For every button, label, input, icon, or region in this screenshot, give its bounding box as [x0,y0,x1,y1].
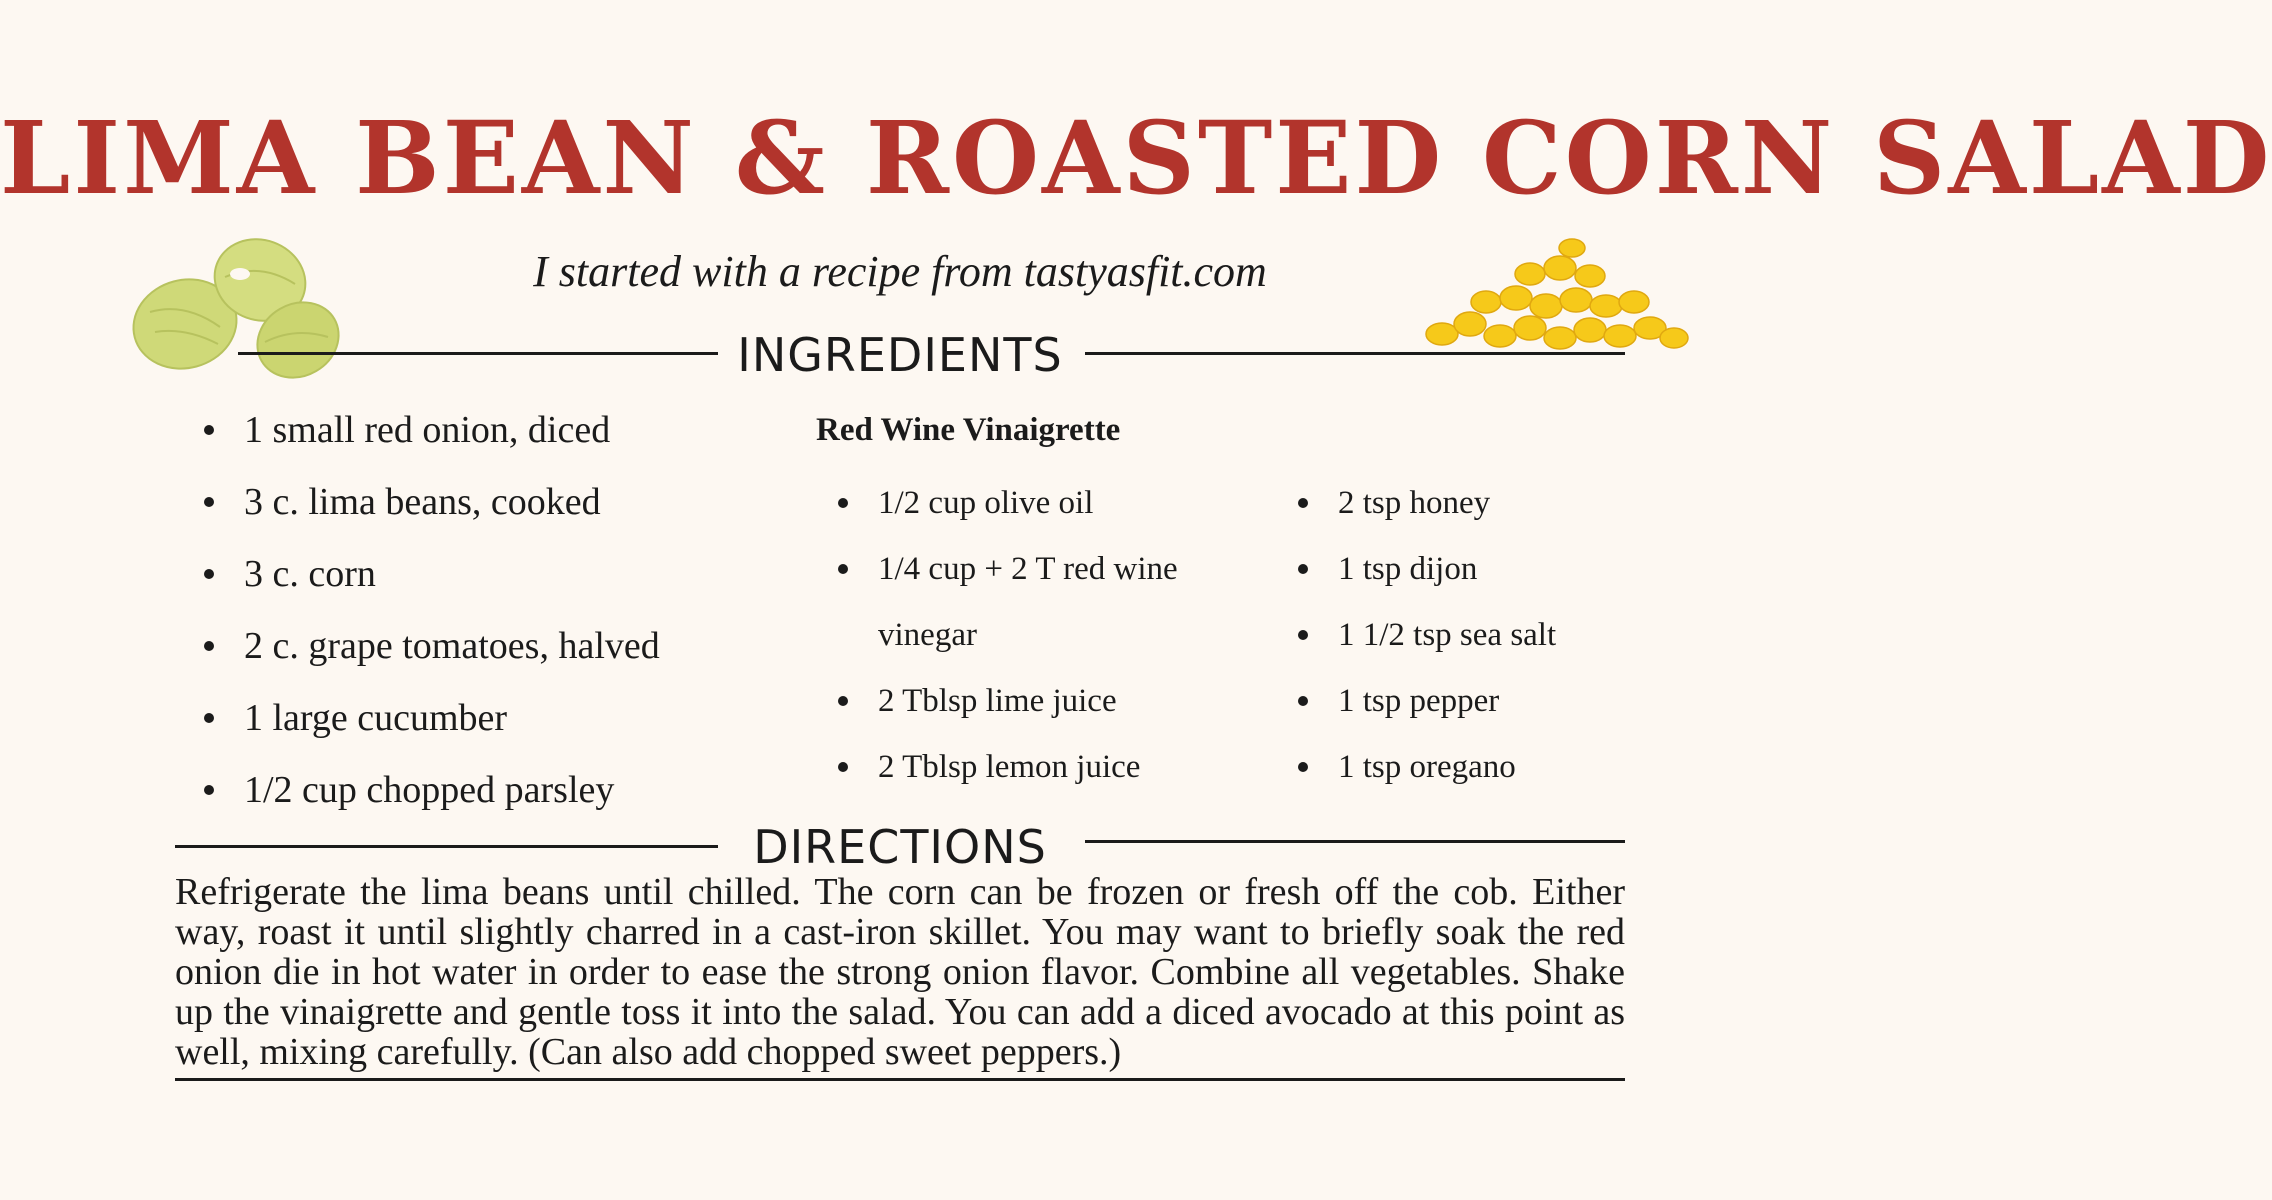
directions-rule-left [175,845,718,848]
vinaigrette-title: Red Wine Vinaigrette [816,412,1121,448]
recipe-subtitle: I started with a recipe from tastyasfit.com [533,247,1267,296]
ingredients-list [198,400,758,832]
list-item: 1 1/2 tsp sea salt [1292,602,1632,668]
list-item: 1 tsp dijon [1292,536,1632,602]
directions-heading: DIRECTIONS [753,820,1047,874]
list-item: 1 large cucumber [198,688,758,760]
list-item: 1/2 cup chopped parsley [198,760,758,832]
list-item: 1 small red onion, diced [198,400,758,472]
list-item: 1 tsp oregano [1292,734,1632,800]
vinaigrette-list-a [832,470,1272,800]
list-item: 1/4 cup + 2 T red wine vinegar [832,536,1272,668]
corn-kernel-icon [1426,239,1688,349]
list-item: 1/2 cup olive oil [832,470,1272,536]
recipe-title: LIMA BEAN & ROASTED CORN SALAD [0,99,2272,217]
list-item: 2 Tblsp lime juice [832,668,1272,734]
list-item: 3 c. corn [198,544,758,616]
directions-rule-right [1085,840,1625,843]
list-item: 2 Tblsp lemon juice [832,734,1272,800]
list-item: 2 tsp honey [1292,470,1632,536]
directions-text: Refrigerate the lima beans until chilled. The corn can be frozen or fresh off the cob. Either way, roast it until slightly charred in a cast-iron skillet. You may want to briefly soak the red onion die in hot water in order to ease the strong onion flavor. Combine all vegetables. Shake up the vinaigrette and gentle toss it into the salad. You can add a diced avocado at this point as well, mixing carefully. (Can also add chopped sweet peppers.) [175,871,1625,1073]
lima-beans-illustration [130,232,350,382]
list-item: 1 tsp pepper [1292,668,1632,734]
ingredients-heading: INGREDIENTS [737,328,1063,382]
list-item: 3 c. lima beans, cooked [198,472,758,544]
corn-kernels-illustration [1412,236,1692,356]
bottom-rule [175,1078,1625,1081]
ingredients-rule-right [1085,352,1625,355]
ingredients-rule-left [238,352,718,355]
vinaigrette-list-b [1292,470,1632,800]
list-item: 2 c. grape tomatoes, halved [198,616,758,688]
